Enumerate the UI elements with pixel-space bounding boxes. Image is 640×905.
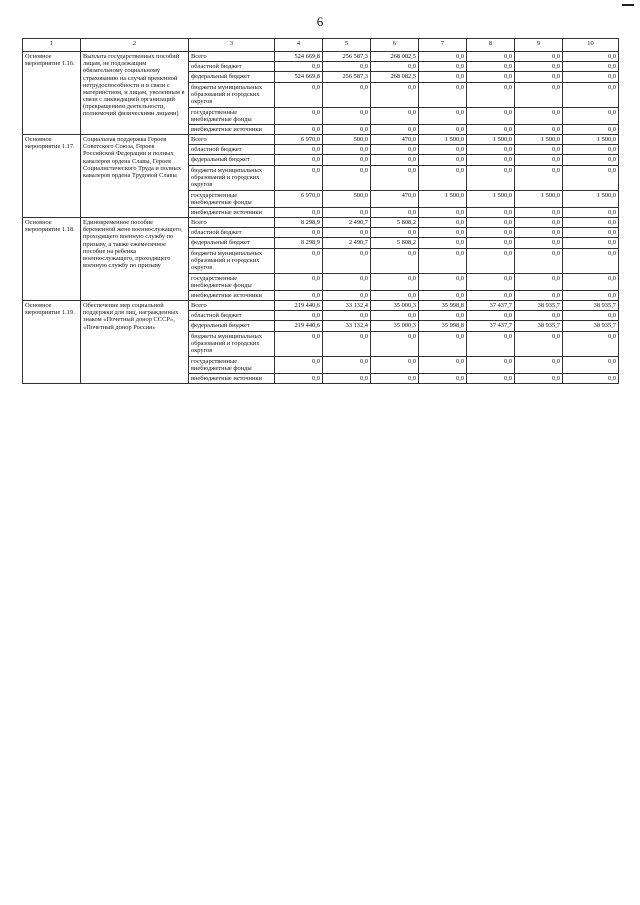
event-title: Социальная поддержка Героев Советского Союза, Героев Российской Федерации и полных кавалеров ордена Славы, Героев Социалистического Труда и полных кавалеров ордена Трудовой Славы [81,135,189,218]
amount-cell: 8 298,9 [275,238,323,248]
amount-cell: 0,0 [275,273,323,290]
amount-cell: 0,0 [323,82,371,107]
amount-cell: 1 500,0 [419,135,467,145]
column-header: 2 [81,39,189,52]
amount-cell: 524 669,8 [275,52,323,62]
amount-cell: 35 998,8 [419,301,467,311]
amount-cell: 0,0 [275,107,323,124]
column-header: 6 [371,39,419,52]
amount-cell: 0,0 [371,207,419,217]
funding-source: бюджеты муниципальных образований и городских округов [189,331,275,356]
amount-cell: 0,0 [419,52,467,62]
amount-cell: 0,0 [323,62,371,72]
amount-cell: 0,0 [275,290,323,300]
amount-cell: 0,0 [371,82,419,107]
amount-cell: 0,0 [323,145,371,155]
amount-cell: 0,0 [371,331,419,356]
funding-source: бюджеты муниципальных образований и городских округов [189,165,275,190]
amount-cell: 0,0 [323,207,371,217]
column-header: 5 [323,39,371,52]
amount-cell: 0,0 [515,155,563,165]
amount-cell: 0,0 [419,273,467,290]
amount-cell: 268 082,5 [371,72,419,82]
amount-cell: 5 808,2 [371,238,419,248]
amount-cell: 219 440,6 [275,301,323,311]
amount-cell: 0,0 [371,165,419,190]
event-title: Обеспечение мер социальной поддержки для лиц, награжденных знаком «Почетный донор СССР», «Почетный донор России» [81,301,189,384]
amount-cell: 0,0 [467,165,515,190]
amount-cell: 0,0 [323,107,371,124]
amount-cell: 0,0 [515,331,563,356]
amount-cell: 0,0 [419,238,467,248]
amount-cell: 0,0 [419,124,467,134]
amount-cell: 500,0 [323,135,371,145]
amount-cell: 38 935,7 [515,321,563,331]
amount-cell: 470,0 [371,135,419,145]
column-header: 9 [515,39,563,52]
amount-cell: 0,0 [371,273,419,290]
funding-source: областной бюджет [189,62,275,72]
amount-cell: 0,0 [371,311,419,321]
amount-cell: 0,0 [419,165,467,190]
amount-cell: 0,0 [419,331,467,356]
amount-cell: 0,0 [419,207,467,217]
amount-cell: 0,0 [419,145,467,155]
amount-cell: 0,0 [563,124,619,134]
funding-source: Всего [189,301,275,311]
amount-cell: 0,0 [563,62,619,72]
amount-cell: 0,0 [371,62,419,72]
amount-cell: 0,0 [323,248,371,273]
amount-cell: 37 437,7 [467,321,515,331]
amount-cell: 1 500,0 [563,190,619,207]
amount-cell: 35 000,3 [371,321,419,331]
amount-cell: 0,0 [563,145,619,155]
amount-cell: 0,0 [419,228,467,238]
amount-cell: 8 298,9 [275,218,323,228]
amount-cell: 1 500,0 [419,190,467,207]
amount-cell: 0,0 [563,207,619,217]
amount-cell: 0,0 [563,290,619,300]
amount-cell: 0,0 [467,145,515,155]
amount-cell: 524 669,8 [275,72,323,82]
event-code: Основное мероприятие 1.19. [23,301,81,384]
amount-cell: 0,0 [371,290,419,300]
funding-source: внебюджетные источники [189,207,275,217]
amount-cell: 0,0 [323,290,371,300]
amount-cell: 0,0 [515,273,563,290]
event-code: Основное мероприятие 1.16. [23,52,81,135]
amount-cell: 0,0 [515,72,563,82]
amount-cell: 0,0 [275,207,323,217]
amount-cell: 0,0 [467,62,515,72]
column-header: 10 [563,39,619,52]
amount-cell: 0,0 [515,62,563,72]
amount-cell: 0,0 [467,52,515,62]
amount-cell: 0,0 [563,373,619,383]
amount-cell: 33 132,4 [323,321,371,331]
funding-source: федеральный бюджет [189,238,275,248]
amount-cell: 1 500,0 [467,190,515,207]
amount-cell: 0,0 [275,82,323,107]
amount-cell: 0,0 [323,165,371,190]
column-header: 7 [419,39,467,52]
funding-source: Всего [189,218,275,228]
amount-cell: 0,0 [323,373,371,383]
amount-cell: 0,0 [467,218,515,228]
amount-cell: 0,0 [563,72,619,82]
amount-cell: 2 490,7 [323,218,371,228]
amount-cell: 219 440,6 [275,321,323,331]
amount-cell: 0,0 [563,155,619,165]
column-header: 8 [467,39,515,52]
event-title: Единовременное пособие беременной жене военнослужащего, проходящего военную службу по призыву, а также ежемесячное пособие на ребенка военнослужащего, проходящего военную службу по призыву [81,218,189,301]
amount-cell: 0,0 [419,373,467,383]
amount-cell: 6 970,0 [275,135,323,145]
amount-cell: 0,0 [515,82,563,107]
amount-cell: 0,0 [563,52,619,62]
funding-source: областной бюджет [189,145,275,155]
funding-source: внебюджетные источники [189,373,275,383]
amount-cell: 268 082,5 [371,52,419,62]
amount-cell: 0,0 [275,331,323,356]
amount-cell: 0,0 [467,107,515,124]
funding-source: областной бюджет [189,311,275,321]
funding-source: государственные внебюджетные фонды [189,190,275,207]
amount-cell: 37 437,7 [467,301,515,311]
amount-cell: 0,0 [275,373,323,383]
amount-cell: 0,0 [515,373,563,383]
amount-cell: 0,0 [323,228,371,238]
amount-cell: 256 587,3 [323,52,371,62]
amount-cell: 0,0 [563,238,619,248]
amount-cell: 0,0 [419,72,467,82]
amount-cell: 0,0 [515,145,563,155]
event-title: Выплата государственных пособий лицам, не подлежащим обязательному социальному страхованию на случай временной нетрудоспособности и в связи с материнством, и лицам, уволенным в связи с ликвидацией организаций (прекращением деятельности, полномочий физическими лицами) [81,52,189,135]
amount-cell: 500,0 [323,190,371,207]
amount-cell: 0,0 [323,331,371,356]
amount-cell: 0,0 [563,356,619,373]
amount-cell: 0,0 [515,218,563,228]
amount-cell: 0,0 [419,82,467,107]
amount-cell: 0,0 [275,145,323,155]
table-row [23,52,619,62]
amount-cell: 0,0 [323,356,371,373]
funding-source: федеральный бюджет [189,155,275,165]
funding-source: внебюджетные источники [189,290,275,300]
amount-cell: 0,0 [419,311,467,321]
amount-cell: 0,0 [515,165,563,190]
amount-cell: 0,0 [515,107,563,124]
amount-cell: 38 935,7 [563,301,619,311]
amount-cell: 0,0 [371,124,419,134]
amount-cell: 1 500,0 [563,135,619,145]
amount-cell: 33 132,4 [323,301,371,311]
amount-cell: 0,0 [371,145,419,155]
amount-cell: 0,0 [371,107,419,124]
amount-cell: 0,0 [275,248,323,273]
amount-cell: 0,0 [515,290,563,300]
amount-cell: 0,0 [515,52,563,62]
amount-cell: 0,0 [275,356,323,373]
amount-cell: 0,0 [371,356,419,373]
amount-cell: 0,0 [323,155,371,165]
funding-source: государственные внебюджетные фонды [189,273,275,290]
amount-cell: 0,0 [323,124,371,134]
amount-cell: 6 970,0 [275,190,323,207]
amount-cell: 0,0 [275,62,323,72]
amount-cell: 0,0 [515,207,563,217]
amount-cell: 0,0 [275,311,323,321]
amount-cell: 35 998,8 [419,321,467,331]
amount-cell: 2 490,7 [323,238,371,248]
event-code: Основное мероприятие 1.17. [23,135,81,218]
amount-cell: 0,0 [419,248,467,273]
amount-cell: 470,0 [371,190,419,207]
amount-cell: 0,0 [515,311,563,321]
amount-cell: 0,0 [419,62,467,72]
column-header: 1 [23,39,81,52]
header-row [23,39,619,52]
amount-cell: 0,0 [563,82,619,107]
funding-source: бюджеты муниципальных образований и городских округов [189,82,275,107]
amount-cell: 0,0 [515,356,563,373]
amount-cell: 0,0 [275,228,323,238]
column-header: 3 [189,39,275,52]
amount-cell: 0,0 [275,165,323,190]
table-row [23,301,619,311]
funding-source: областной бюджет [189,228,275,238]
amount-cell: 0,0 [563,311,619,321]
amount-cell: 0,0 [515,248,563,273]
amount-cell: 0,0 [275,155,323,165]
amount-cell: 0,0 [467,311,515,321]
amount-cell: 0,0 [467,238,515,248]
table-row [23,218,619,228]
amount-cell: 0,0 [467,356,515,373]
amount-cell: 0,0 [563,228,619,238]
amount-cell: 0,0 [467,72,515,82]
amount-cell: 0,0 [467,248,515,273]
amount-cell: 0,0 [467,290,515,300]
amount-cell: 0,0 [419,290,467,300]
amount-cell: 0,0 [563,248,619,273]
amount-cell: 0,0 [563,273,619,290]
amount-cell: 0,0 [515,238,563,248]
amount-cell: 0,0 [419,218,467,228]
amount-cell: 0,0 [371,228,419,238]
amount-cell: 0,0 [371,373,419,383]
amount-cell: 0,0 [467,124,515,134]
column-header: 4 [275,39,323,52]
amount-cell: 0,0 [275,124,323,134]
table-body [23,52,619,384]
amount-cell: 0,0 [371,155,419,165]
amount-cell: 0,0 [467,273,515,290]
amount-cell: 0,0 [419,356,467,373]
amount-cell: 0,0 [371,248,419,273]
amount-cell: 38 935,7 [563,321,619,331]
amount-cell: 0,0 [467,331,515,356]
amount-cell: 1 500,0 [515,135,563,145]
funding-source: Всего [189,135,275,145]
amount-cell: 0,0 [323,311,371,321]
funding-source: федеральный бюджет [189,321,275,331]
amount-cell: 0,0 [467,155,515,165]
amount-cell: 0,0 [467,207,515,217]
amount-cell: 0,0 [467,82,515,107]
event-code: Основное мероприятие 1.18. [23,218,81,301]
amount-cell: 0,0 [419,155,467,165]
corner-mark [622,4,634,6]
amount-cell: 0,0 [563,107,619,124]
amount-cell: 0,0 [419,107,467,124]
amount-cell: 0,0 [323,273,371,290]
funding-source: Всего [189,52,275,62]
amount-cell: 0,0 [515,124,563,134]
page-number: 6 [316,14,324,29]
amount-cell: 0,0 [467,373,515,383]
amount-cell: 0,0 [563,165,619,190]
amount-cell: 0,0 [515,228,563,238]
amount-cell: 5 808,2 [371,218,419,228]
funding-source: государственные внебюджетные фонды [189,356,275,373]
amount-cell: 0,0 [563,218,619,228]
table-row [23,135,619,145]
amount-cell: 0,0 [467,228,515,238]
amount-cell: 0,0 [563,331,619,356]
amount-cell: 256 587,3 [323,72,371,82]
funding-source: бюджеты муниципальных образований и городских округов [189,248,275,273]
budget-table [22,38,619,384]
funding-source: государственные внебюджетные фонды [189,107,275,124]
amount-cell: 38 935,7 [515,301,563,311]
amount-cell: 1 500,0 [515,190,563,207]
funding-source: внебюджетные источники [189,124,275,134]
amount-cell: 35 000,3 [371,301,419,311]
amount-cell: 1 500,0 [467,135,515,145]
funding-source: федеральный бюджет [189,72,275,82]
